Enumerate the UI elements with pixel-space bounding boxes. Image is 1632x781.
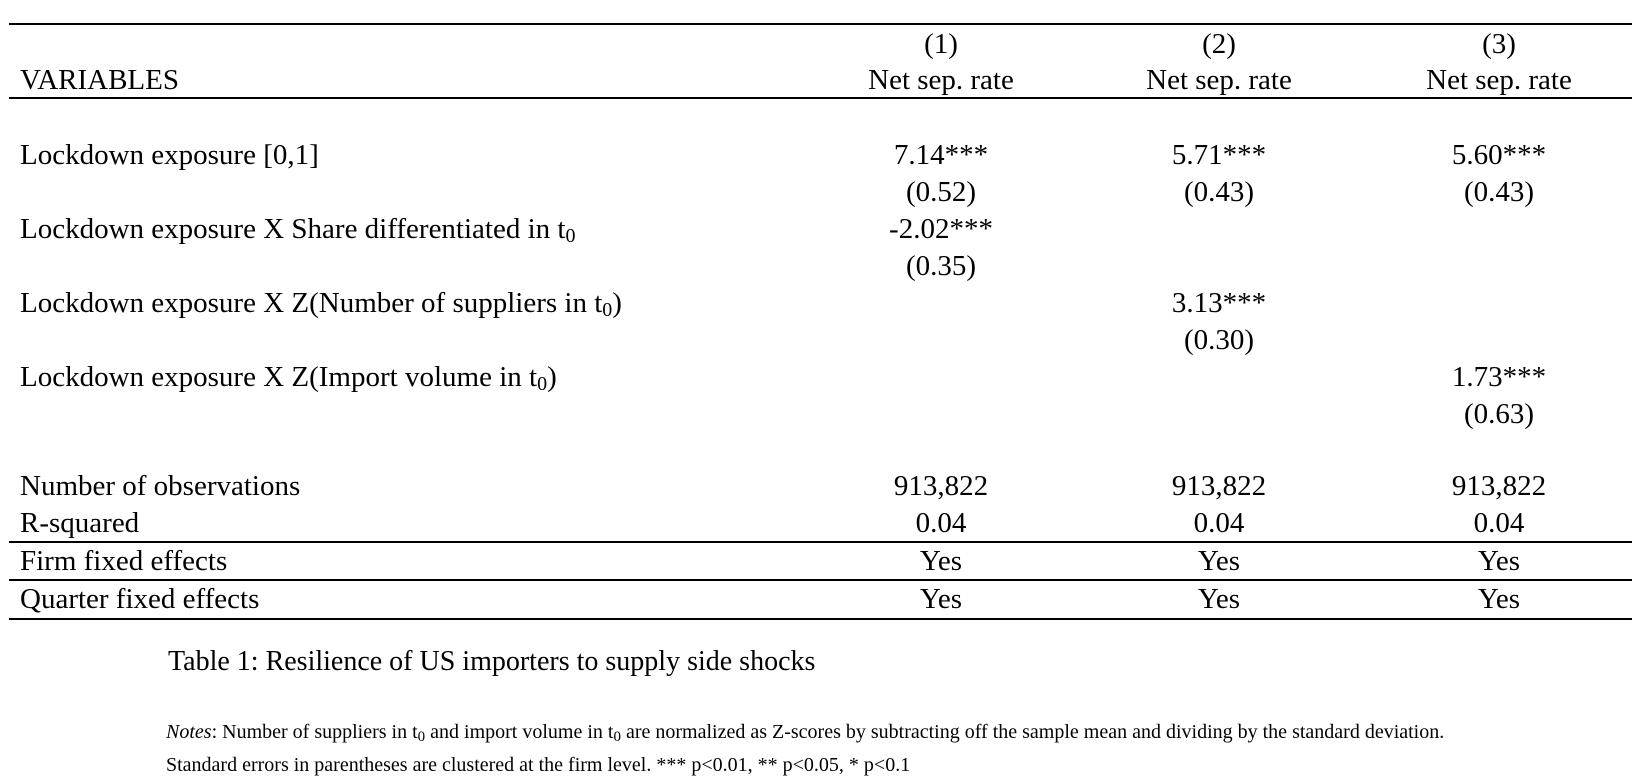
- stat-label-firm-fixed-effects: Firm fixed effects: [20, 545, 228, 577]
- stat-cell: Yes: [1477, 583, 1521, 615]
- column-1-number: (1): [924, 28, 958, 60]
- stat-label-quarter-fixed-effects: Quarter fixed effects: [20, 583, 260, 615]
- stat-cell: 0.04: [1193, 507, 1245, 539]
- table-notes: [166, 718, 1466, 779]
- stat-cell: Yes: [919, 583, 963, 615]
- se-cell: (0.43): [1463, 176, 1535, 208]
- notes-subscript: 0: [417, 729, 426, 745]
- se-cell: (0.30): [1183, 324, 1255, 356]
- coef-cell: -2.02***: [889, 213, 993, 245]
- coef-cell: 5.71***: [1171, 139, 1267, 171]
- stat-cell: Yes: [1197, 545, 1241, 577]
- stat-cell: 0.04: [915, 507, 967, 539]
- table-bottom-rule: [9, 618, 1632, 620]
- column-3-number: (3): [1482, 28, 1516, 60]
- column-1-name: Net sep. rate: [868, 64, 1014, 96]
- stat-cell: 913,822: [893, 470, 989, 502]
- row-label-text: Lockdown exposure X Share differentiated in t: [20, 213, 566, 245]
- se-cell: (0.52): [905, 176, 977, 208]
- se-cell: (0.63): [1463, 398, 1535, 430]
- stat-cell: Yes: [919, 545, 963, 577]
- row-label-lockdown-exposure: Lockdown exposure [0,1]: [20, 139, 319, 171]
- column-3-name: Net sep. rate: [1426, 64, 1572, 96]
- stat-cell: 913,822: [1451, 470, 1547, 502]
- table-caption: Table 1: Resilience of US importers to supply side shocks: [168, 646, 816, 677]
- row-label-subscript: 0: [602, 299, 613, 321]
- coef-cell: 5.60***: [1451, 139, 1547, 171]
- notes-subscript: 0: [613, 729, 621, 745]
- column-2-name: Net sep. rate: [1146, 64, 1292, 96]
- row-label-number-of-suppliers: [20, 284, 622, 329]
- stat-label-observations: Number of observations: [20, 470, 301, 502]
- row-label-text: Lockdown exposure X Z(Number of suppliers in t: [20, 287, 603, 319]
- stat-cell: Yes: [1197, 583, 1241, 615]
- row-label-import-volume: [20, 358, 557, 403]
- row-label-text: Lockdown exposure X Z(Import volume in t: [20, 361, 538, 393]
- se-cell: (0.35): [905, 250, 977, 282]
- stat-cell: Yes: [1477, 545, 1521, 577]
- variables-header: VARIABLES: [20, 64, 179, 96]
- row-label-subscript: 0: [565, 225, 576, 247]
- row-label-share-differentiated: [20, 210, 575, 255]
- notes-text: and import volume in t: [425, 721, 614, 743]
- notes-label: Notes: [166, 721, 212, 743]
- row-label-tail: ): [547, 361, 557, 393]
- row-label-tail: ): [612, 287, 622, 319]
- notes-text: are normalized as Z-scores by subtracting off the sample mean and dividing by the standard deviation. Standard errors in parentheses are clustered at the firm level. *** p<0.01, ** p<0.05, * p<0.1: [166, 721, 1445, 776]
- column-2-number: (2): [1202, 28, 1236, 60]
- stat-label-r-squared: R-squared: [20, 507, 140, 539]
- coef-cell: 7.14***: [893, 139, 989, 171]
- stat-cell: 0.04: [1473, 507, 1525, 539]
- row-label-subscript: 0: [537, 373, 548, 395]
- coef-cell: 1.73***: [1451, 361, 1547, 393]
- coef-cell: 3.13***: [1171, 287, 1267, 319]
- se-cell: (0.43): [1183, 176, 1255, 208]
- stat-cell: 913,822: [1171, 470, 1267, 502]
- notes-text: : Number of suppliers in t: [211, 721, 418, 743]
